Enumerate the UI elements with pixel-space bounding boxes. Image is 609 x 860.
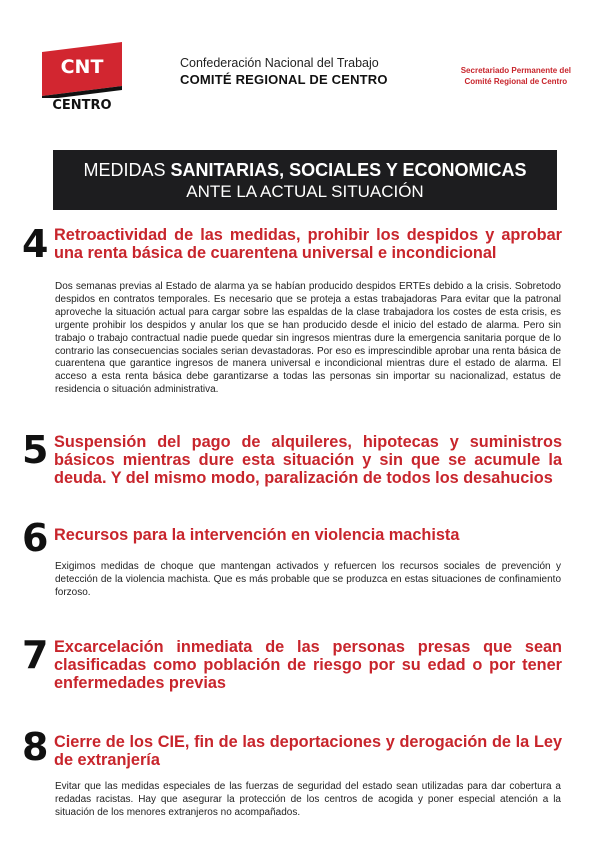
logo-text: CNT [60,56,104,78]
measure-number: 7 [22,633,49,677]
measure-number: 4 [22,222,49,266]
banner-bold: SANITARIAS, SOCIALES Y ECONOMICAS [170,160,527,180]
measure-number: 6 [22,516,49,560]
banner-line-2: ANTE LA ACTUAL SITUACIÓN [186,182,424,201]
secretariado [461,65,571,87]
measure-title: Excarcelación inmediata de las personas presas que sean clasificadas como población de riesgo por su edad o por tener enfermedades previas [54,638,562,692]
organization-name [180,56,388,87]
measure-title: Recursos para la intervención en violencia machista [54,526,460,544]
secretariado-line-1: Secretariado Permanente del [460,66,571,75]
org-line-2: COMITÉ REGIONAL DE CENTRO [180,72,388,87]
logo-subtitle: CENTRO [52,98,112,113]
measure-title: Suspensión del pago de alquileres, hipotecas y suministros básicos mientras dure esta situación y sin que se acumule la deuda. Y del mismo modo, paralización de todos los desahucios [54,433,562,487]
measure-number: 5 [22,428,49,472]
measure-body: Evitar que las medidas especiales de las fuerzas de seguridad del estado sean utilizadas para dar cobertura a redadas racistas. Hay que asegurar la protección de los centros de acogida y poner especial atención a la situación de los menores extranjeros no acompañados. [55,781,561,818]
secretariado-line-2: Comité Regional de Centro [464,77,568,86]
title-banner [53,150,557,210]
measure-body: Dos semanas previas al Estado de alarma ya se habían producido despidos ERTEs debido a la crisis. Sobretodo despidos en contratos temporales. Es necesario que se proteja a estas trabajadoras Para evitar que la patronal aproveche la situación actual para cargar sobre las espaldas de la clase trabajadora los costes de esta crisis, es urgente prohibir los despidos y anular los que se han producido desde el inicio del estado de alarma. Pero sin trabajo o trabajo contractual nadie puede quedar sin ingresos mientras dure la emergencia sanitaria porque de lo contrario las consecuencias sociales serian devastadoras. Por eso es imprescindible aprobar una renta básica de cuarentena que garantice ingresos de manera universal e incondicional mientras dure el estado de alarma. El acceso a esta renta básica debe garantizarse a todas las personas sin importar su nacionalizad, estatus de residencia o situación administrativa. [55,281,561,396]
measure-body: Exigimos medidas de choque que mantengan activados y refuercen los recursos sociales de prevención y detección de la violencia machista. Que es más probable que se produzca en estas situaciones de confinamiento forzoso. [55,561,561,598]
measure-number: 8 [22,725,49,769]
measure-title: Retroactividad de las medidas, prohibir los despidos y aprobar una renta básica de cuarentena universal e incondicional [54,226,562,262]
banner-prefix: MEDIDAS [83,160,171,180]
cnt-logo [40,42,124,114]
banner-line-1 [53,159,557,181]
measure-title: Cierre de los CIE, fin de las deportaciones y derogación de la Ley de extranjería [54,733,562,769]
org-line-1: Confederación Nacional del Trabajo [180,56,379,70]
